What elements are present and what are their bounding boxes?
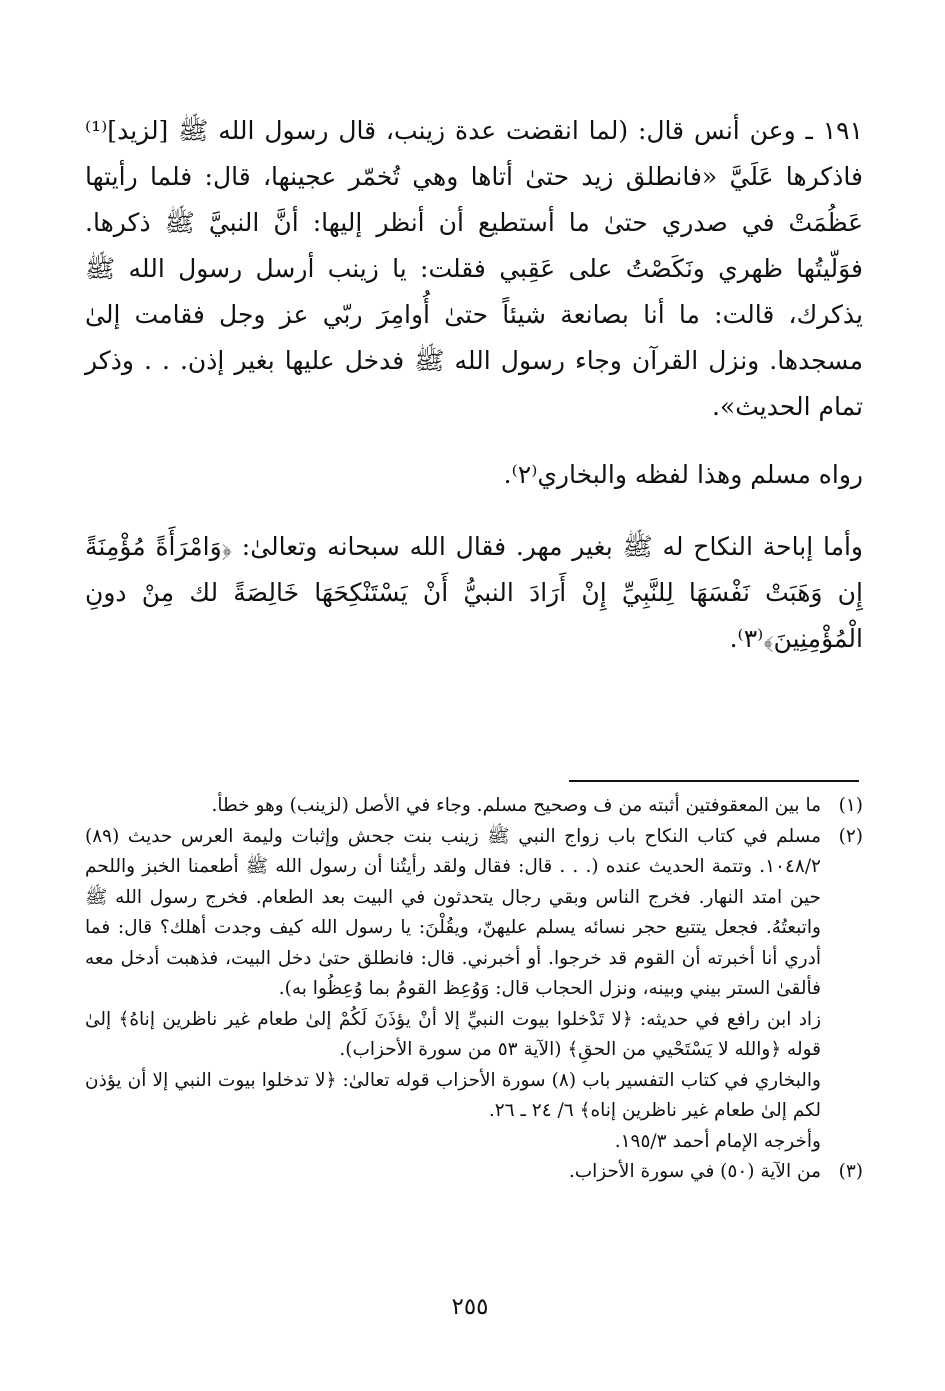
hadith-paragraph: ١٩١ ـ وعن أنس قال: (لما انقضت عدة زينب، قال رسول الله ﷺ [لزيد]⁽¹⁾ فاذكرها عَلَيَّ «فانطلق زيد حتىٰ أتاها وهي تُخمّر عجينها، قال: فلما رأيتها عَظُمَتْ في صدري حتىٰ ما أستطيع أن أنظر إليها: أنَّ النبيَّ ﷺ ذكرها. فوَلّيتُها ظهري ونَكَصْتُ على عَقِبي فقلت: يا زينب أرسل رسول الله ﷺ يذكرك، قالت: ما أنا بصانعة شيئاً حتىٰ أُوامِرَ ربّي عز وجل فقامت إلىٰ مسجدها. ونزل القرآن وجاء رسول الله ﷺ فدخل عليها بغير إذن. . . وذكر تمام الحديث». <box>85 116 863 421</box>
footnote-text: من الآية (٥٠) في سورة الأحزاب. <box>568 1161 821 1182</box>
footnote-text: مسلم في كتاب النكاح باب زواج النبي ﷺ زينب بنت جحش وإثبات وليمة العرس حديث (٨٩) ١٠٤٨/٢. وتتمة الحديث عنده (. . . قال: فقال ولقد رأيتُنا أن رسول الله ﷺ أطعمنا الخبز واللحم حين امتد النهار. فخرج الناس وبقي رجال يتحدثون في البيت بعد الطعام. فخرج رسول الله ﷺ واتبعتُهُ. فجعل يتتبع حجر نسائه يسلم عليهنّ، ويقُلْنَ: يا رسول الله كيف وجدت أهلك؟ قال: فما أدري أنا أخبرته أن القوم قد خرجوا. أو أخبرني. قال: فانطلق حتىٰ دخل البيت، فذهبت أدخل معه فألقىٰ الستر بيني وبينه، ونزل الحجاب قال: وَوُعِظ القومُ بما وُعِظُوا به). <box>85 825 821 999</box>
footnote-text: وأخرجه الإمام أحمد ١٩٥/٣. <box>614 1130 821 1152</box>
footnote-divider <box>569 780 859 782</box>
footnote-1 <box>85 791 863 822</box>
footnotes <box>85 791 863 1188</box>
footnote-number: (٣) <box>838 1161 863 1182</box>
page-number: ٢٥٥ <box>451 1294 489 1320</box>
footnote-text: ما بين المعقوفتين أثبته من ف وصحيح مسلم. وجاء في الأصل (لزينب) وهو خطأ. <box>211 795 821 816</box>
footnote-3 <box>85 1157 863 1188</box>
narration-paragraph: رواه مسلم وهذا لفظه والبخاري⁽٢⁾. <box>503 460 863 489</box>
footnote-text: والبخاري في كتاب التفسير باب (٨) سورة الأحزاب قوله تعالىٰ: ﴿لا تدخلوا بيوت النبي إلا أن يؤذن لكم إلىٰ طعام غير ناظرين إناه﴾ ٦/ ٢٤ ـ ٢٦. <box>85 1069 821 1121</box>
main-text <box>85 108 863 662</box>
permission-paragraph: وأما إباحة النكاح له ﷺ بغير مهر. فقال الله سبحانه وتعالىٰ: ﴿وَامْرَأَةً مُؤْمِنَةً إِن وَهَبَتْ نَفْسَهَا لِلنَّبِيِّ إِنْ أَرَادَ النبيُّ أَنْ يَسْتَنْكِحَهَا خَالِصَةً لك مِنْ دونِ الْمُؤْمِنِينَ﴾⁽٣⁾. <box>85 532 863 653</box>
footnote-number: (١) <box>838 795 863 816</box>
footnote-text: زاد ابن رافع في حديثه: ﴿لا تَدْخلوا بيوت النبيِّ إلا أنْ يؤذَنَ لَكُمْ إلىٰ طعام غير ناظرين إناهُ﴾ إلىٰ قوله ﴿والله لا يَسْتَحْيي من الحقِ﴾ (الآية ٥٣ من سورة الأحزاب). <box>85 1008 821 1060</box>
footnote-number: (٢) <box>838 825 863 847</box>
footnote-2 <box>85 822 863 1158</box>
